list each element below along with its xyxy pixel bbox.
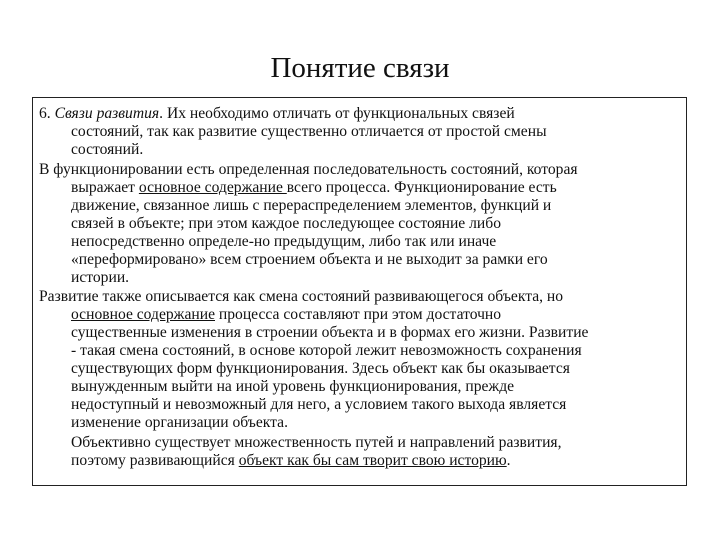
text-line	[39, 161, 578, 179]
text-line	[71, 434, 562, 452]
text-line	[71, 251, 548, 269]
text-segment: В функционировании есть определенная последовательность состояний, которая	[39, 161, 578, 178]
text-segment: процесса составляют при этом достаточно	[215, 306, 502, 323]
text-segment: Объективно существует множественность путей и направлений развития,	[71, 434, 562, 451]
underlined-text: основное содержание	[71, 306, 215, 323]
text-line	[39, 105, 515, 123]
text-segment: существенные изменения в строении объекта и в формах его жизни. Развитие	[71, 324, 589, 341]
text-segment: изменение организации объекта.	[71, 414, 288, 431]
text-line	[39, 288, 563, 306]
underlined-text: объект как бы сам творит свою историю	[238, 452, 507, 469]
text-segment: недоступный и невозможный для него, а условием такого выхода является	[71, 396, 567, 413]
text-line	[71, 197, 551, 215]
text-line	[71, 233, 496, 251]
text-segment: Развитие также описывается как смена состояний развивающегося объекта, но	[39, 288, 564, 305]
text-segment: - такая смена состояний, в основе которой лежит невозможность сохранения	[71, 342, 582, 359]
text-segment: .	[506, 452, 511, 469]
text-segment: истории.	[71, 269, 130, 286]
text-segment: поэтому развивающийся	[71, 452, 239, 469]
text-line	[71, 324, 588, 342]
text-line	[71, 215, 501, 233]
text-segment: выражает	[71, 179, 139, 196]
text-line	[71, 452, 511, 470]
text-line	[71, 269, 129, 287]
text-line	[71, 414, 288, 432]
text-segment: вынужденным выйти на иной уровень функционирования, прежде	[71, 378, 515, 395]
text-segment: непосредственно определе-но предыдущим, либо так или иначе	[71, 233, 497, 250]
text-segment: . Их необходимо отличать от функциональных связей	[159, 105, 515, 122]
italic-text: Связи развития	[54, 105, 160, 122]
text-line	[71, 123, 547, 141]
text-segment: 6.	[39, 105, 55, 122]
text-segment: связей в объекте; при этом каждое последующее состояние либо	[71, 215, 501, 232]
text-line	[71, 396, 566, 414]
text-segment: всего процесса. Функционирование есть	[286, 179, 557, 196]
text-line	[71, 360, 570, 378]
text-segment: существующих форм функционирования. Здесь объект как бы оказывается	[71, 360, 570, 377]
underlined-text: основное содержание	[138, 179, 287, 196]
text-line	[71, 141, 143, 159]
text-segment: состояний, так как развитие существенно отличается от простой смены	[71, 123, 547, 140]
text-segment: движение, связанное лишь с перераспределением элементов, функций и	[71, 197, 552, 214]
text-line	[71, 179, 557, 197]
text-line	[71, 306, 501, 324]
text-line	[71, 378, 514, 396]
content-box	[32, 97, 687, 486]
text-line	[71, 342, 582, 360]
text-segment: состояний.	[71, 141, 144, 158]
slide-title: Понятие связи	[270, 52, 450, 84]
text-segment: «переформировано» всем строением объекта и не выходит за рамки его	[71, 251, 548, 268]
